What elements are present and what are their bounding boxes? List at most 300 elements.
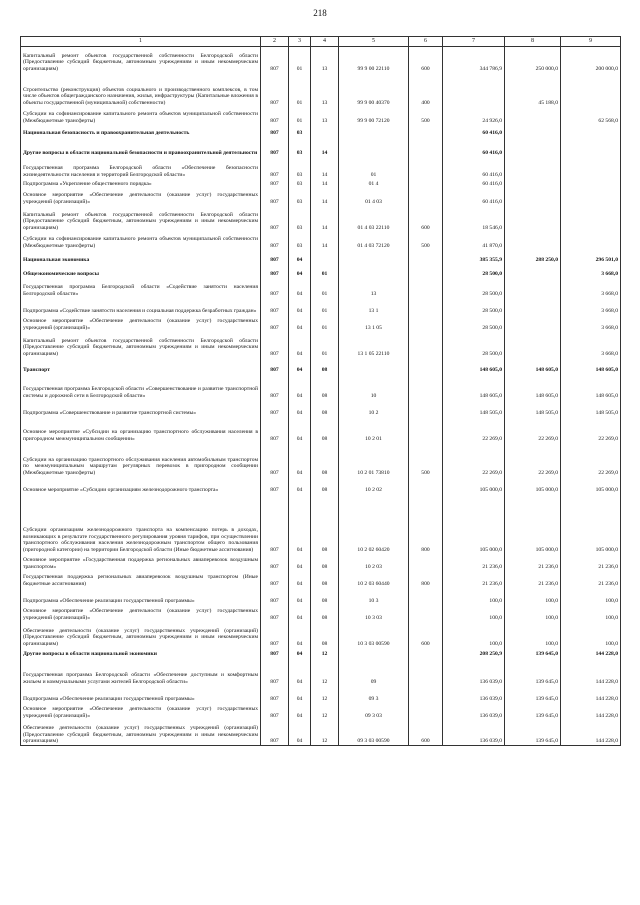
section-code: 01	[289, 73, 311, 107]
expense-type-code	[409, 179, 443, 188]
ved-code: 807	[261, 400, 289, 417]
header-cell: 1	[21, 37, 261, 47]
ved-code: 807	[261, 188, 289, 206]
amount-year-2: 139 645,0	[505, 686, 561, 703]
expense-type-code	[409, 264, 443, 278]
subsection-code: 01	[311, 298, 339, 315]
row-name: Строительство (реконструкция) объектов социального и производственного комплексов, в том числе объектов общегражданского назначения, жилья, инфраструктуры (Капитальные вложения в объекты государственной (муниципальной) собственности)	[21, 73, 261, 107]
amount-year-2: 139 645,0	[505, 658, 561, 686]
expense-type-code	[409, 278, 443, 298]
amount-year-1: 24 926,0	[443, 107, 505, 125]
table-row	[21, 588, 621, 605]
row-name: Транспорт	[21, 358, 261, 374]
subsection-code: 14	[311, 157, 339, 179]
row-name: Государственная поддержка региональных авиаперевозок воздушным транспортом (Иные бюджетные ассигнования)	[21, 571, 261, 588]
amount-year-1: 22 269,0	[443, 443, 505, 477]
table-row	[21, 648, 621, 658]
amount-year-3: 105 000,0	[561, 477, 621, 494]
amount-year-1: 28 500,0	[443, 315, 505, 332]
header-cell: 3	[289, 37, 311, 47]
amount-year-3: 148 505,0	[561, 400, 621, 417]
row-name: Подпрограмма «Обеспечение реализации государственной программы»	[21, 588, 261, 605]
amount-year-2: 139 645,0	[505, 720, 561, 746]
target-article-code: 99 9 00 22110	[339, 47, 409, 73]
table-row	[21, 47, 621, 73]
amount-year-1: 136 039,0	[443, 658, 505, 686]
table-row	[21, 358, 621, 374]
expense-type-code	[409, 648, 443, 658]
amount-year-3: 100,0	[561, 622, 621, 648]
expense-type-code	[409, 358, 443, 374]
amount-year-3: 22 269,0	[561, 443, 621, 477]
section-code: 04	[289, 648, 311, 658]
subsection-code: 08	[311, 358, 339, 374]
amount-year-2	[505, 188, 561, 206]
target-article-code: 10 3	[339, 588, 409, 605]
amount-year-2: 100,0	[505, 622, 561, 648]
target-article-code: 09 3 03 00590	[339, 720, 409, 746]
target-article-code: 10	[339, 374, 409, 400]
ved-code: 807	[261, 250, 289, 264]
section-code: 04	[289, 658, 311, 686]
page-number: 218	[313, 8, 327, 18]
subsection-code: 08	[311, 417, 339, 443]
target-article-code: 99 9 00 72120	[339, 107, 409, 125]
amount-year-2: 148 605,0	[505, 374, 561, 400]
section-code: 04	[289, 358, 311, 374]
amount-year-2	[505, 157, 561, 179]
amount-year-1: 28 500,0	[443, 264, 505, 278]
amount-year-3: 62 568,0	[561, 107, 621, 125]
amount-year-2: 139 645,0	[505, 648, 561, 658]
amount-year-1: 60 416,0	[443, 125, 505, 137]
row-name: Государственная программа Белгородской области «Обеспечение безопасности жизнедеятельности населения и территорий Белгородской области»	[21, 157, 261, 179]
table-row	[21, 188, 621, 206]
expense-type-code	[409, 658, 443, 686]
amount-year-3	[561, 137, 621, 157]
amount-year-1: 41 870,0	[443, 232, 505, 250]
amount-year-3	[561, 73, 621, 107]
amount-year-1	[443, 73, 505, 107]
table-row	[21, 477, 621, 494]
subsection-code: 14	[311, 179, 339, 188]
expense-type-code	[409, 477, 443, 494]
row-name: Основное мероприятие «Обеспечение деятельности (оказание услуг) государственных учреждений (организаций)»	[21, 315, 261, 332]
amount-year-3	[561, 232, 621, 250]
row-name: Субсидии на организацию транспортного обслуживания населения автомобильным транспортом по межмуниципальным маршрутам регулярных перевозок в пригородном сообщении (Межбюджетные трансферты)	[21, 443, 261, 477]
section-code: 03	[289, 125, 311, 137]
expense-type-code	[409, 298, 443, 315]
amount-year-1: 28 500,0	[443, 332, 505, 358]
subsection-code: 08	[311, 477, 339, 494]
table-row	[21, 332, 621, 358]
target-article-code: 10 3 03	[339, 605, 409, 622]
amount-year-2	[505, 332, 561, 358]
subsection-code: 14	[311, 137, 339, 157]
amount-year-1: 148 505,0	[443, 400, 505, 417]
subsection-code: 13	[311, 73, 339, 107]
row-name: Основное мероприятие «Субсидии организациям железнодорожного транспорта»	[21, 477, 261, 494]
subsection-code: 08	[311, 554, 339, 571]
subsection-code: 08	[311, 622, 339, 648]
expense-type-code	[409, 605, 443, 622]
budget-table	[20, 36, 621, 746]
target-article-code	[339, 358, 409, 374]
target-article-code: 10 3 03 00590	[339, 622, 409, 648]
target-article-code: 99 9 00 40370	[339, 73, 409, 107]
expense-type-code	[409, 588, 443, 605]
expense-type-code: 800	[409, 494, 443, 554]
subsection-code: 08	[311, 374, 339, 400]
subsection-code: 08	[311, 588, 339, 605]
table-row	[21, 315, 621, 332]
expense-type-code	[409, 417, 443, 443]
amount-year-1: 148 605,0	[443, 374, 505, 400]
row-name: Государственная программа Белгородской области «Совершенствование и развитие транспортной системы и дорожной сети в Белгородской области»	[21, 374, 261, 400]
row-name: Капитальный ремонт объектов государственной собственности Белгородской области (Предоставление субсидий бюджетным, автономным учреждениям и иным некоммерческим организациям)	[21, 332, 261, 358]
amount-year-3: 3 668,0	[561, 332, 621, 358]
header-cell: 2	[261, 37, 289, 47]
table-row	[21, 125, 621, 137]
subsection-code: 12	[311, 703, 339, 720]
subsection-code	[311, 250, 339, 264]
amount-year-1: 100,0	[443, 588, 505, 605]
target-article-code	[339, 264, 409, 278]
amount-year-1: 28 500,0	[443, 278, 505, 298]
amount-year-3: 296 501,0	[561, 250, 621, 264]
ved-code: 807	[261, 571, 289, 588]
expense-type-code: 500	[409, 232, 443, 250]
section-code: 04	[289, 554, 311, 571]
ved-code: 807	[261, 494, 289, 554]
amount-year-2: 105 000,0	[505, 494, 561, 554]
ved-code: 807	[261, 358, 289, 374]
amount-year-1: 344 786,9	[443, 47, 505, 73]
amount-year-3: 200 000,0	[561, 47, 621, 73]
row-name: Капитальный ремонт объектов государственной собственности Белгородской области (Предоставление субсидий бюджетным, автономным учреждениям и иным некоммерческим организациям)	[21, 206, 261, 232]
ved-code: 807	[261, 648, 289, 658]
section-code: 04	[289, 686, 311, 703]
amount-year-1: 22 269,0	[443, 417, 505, 443]
section-code: 03	[289, 188, 311, 206]
table-row	[21, 179, 621, 188]
ved-code: 807	[261, 315, 289, 332]
row-name: Подпрограмма «Укрепление общественного порядка»	[21, 179, 261, 188]
amount-year-2	[505, 107, 561, 125]
expense-type-code	[409, 374, 443, 400]
section-code: 04	[289, 703, 311, 720]
expense-type-code: 600	[409, 622, 443, 648]
subsection-code: 08	[311, 605, 339, 622]
table-row	[21, 703, 621, 720]
amount-year-1: 105 000,0	[443, 477, 505, 494]
target-article-code: 13 1 05 22110	[339, 332, 409, 358]
subsection-code: 13	[311, 47, 339, 73]
subsection-code: 01	[311, 315, 339, 332]
ved-code: 807	[261, 443, 289, 477]
ved-code: 807	[261, 264, 289, 278]
table-row	[21, 554, 621, 571]
amount-year-2	[505, 137, 561, 157]
amount-year-2: 100,0	[505, 588, 561, 605]
amount-year-2: 105 000,0	[505, 477, 561, 494]
amount-year-1: 60 416,0	[443, 188, 505, 206]
amount-year-3: 144 228,0	[561, 720, 621, 746]
section-code: 04	[289, 622, 311, 648]
ved-code: 807	[261, 658, 289, 686]
header-cell: 7	[443, 37, 505, 47]
row-name: Основное мероприятие «Государственная поддержка региональных авиаперевозок воздушным транспортом»	[21, 554, 261, 571]
target-article-code: 01 4 03 22110	[339, 206, 409, 232]
ved-code: 807	[261, 686, 289, 703]
target-article-code: 01 4	[339, 179, 409, 188]
amount-year-1: 148 605,0	[443, 358, 505, 374]
amount-year-1: 28 500,0	[443, 298, 505, 315]
section-code: 04	[289, 720, 311, 746]
row-name: Подпрограмма «Содействие занятости населения и социальная поддержка безработных граждан»	[21, 298, 261, 315]
subsection-code: 08	[311, 443, 339, 477]
table-row	[21, 400, 621, 417]
amount-year-3: 21 236,0	[561, 571, 621, 588]
amount-year-3: 3 668,0	[561, 315, 621, 332]
amount-year-2: 148 505,0	[505, 400, 561, 417]
target-article-code: 10 2 02	[339, 477, 409, 494]
expense-type-code: 500	[409, 107, 443, 125]
table-row	[21, 686, 621, 703]
header-cell: 9	[561, 37, 621, 47]
section-code: 04	[289, 374, 311, 400]
section-code: 04	[289, 264, 311, 278]
subsection-code: 01	[311, 278, 339, 298]
ved-code: 807	[261, 477, 289, 494]
section-code: 04	[289, 315, 311, 332]
row-name: Государственная программа Белгородской области «Содействие занятости населения Белгородской области»	[21, 278, 261, 298]
amount-year-3	[561, 188, 621, 206]
expense-type-code	[409, 686, 443, 703]
amount-year-2: 100,0	[505, 605, 561, 622]
amount-year-3: 3 668,0	[561, 264, 621, 278]
amount-year-3: 3 668,0	[561, 278, 621, 298]
ved-code: 807	[261, 332, 289, 358]
ved-code: 807	[261, 137, 289, 157]
table-row	[21, 605, 621, 622]
table-row	[21, 658, 621, 686]
amount-year-2: 21 236,0	[505, 571, 561, 588]
amount-year-3: 144 228,0	[561, 658, 621, 686]
target-article-code: 01 4 03	[339, 188, 409, 206]
ved-code: 807	[261, 374, 289, 400]
ved-code: 807	[261, 179, 289, 188]
target-article-code: 10 2 02 60420	[339, 494, 409, 554]
amount-year-1: 136 039,0	[443, 720, 505, 746]
target-article-code: 10 2 01 73810	[339, 443, 409, 477]
header-row	[21, 37, 621, 47]
table-row	[21, 250, 621, 264]
amount-year-2	[505, 264, 561, 278]
row-name: Основное мероприятие «Субсидии на организацию транспортного обслуживания населения в пригородном межмуниципальном сообщении»	[21, 417, 261, 443]
amount-year-1: 21 236,0	[443, 554, 505, 571]
table-row	[21, 264, 621, 278]
table-row	[21, 206, 621, 232]
subsection-code: 12	[311, 658, 339, 686]
table-row	[21, 137, 621, 157]
row-name: Капитальный ремонт объектов государственной собственности Белгородской области (Предоставление субсидий бюджетным, автономным учреждениям и иным некоммерческим организациям)	[21, 47, 261, 73]
section-code: 04	[289, 494, 311, 554]
amount-year-1: 385 355,9	[443, 250, 505, 264]
amount-year-3	[561, 206, 621, 232]
amount-year-3: 144 228,0	[561, 648, 621, 658]
amount-year-3: 148 605,0	[561, 374, 621, 400]
ved-code: 807	[261, 157, 289, 179]
ved-code: 807	[261, 605, 289, 622]
target-article-code	[339, 125, 409, 137]
table-row	[21, 107, 621, 125]
ved-code: 807	[261, 232, 289, 250]
subsection-code: 12	[311, 720, 339, 746]
ved-code: 807	[261, 47, 289, 73]
row-name: Основное мероприятие «Обеспечение деятельности (оказание услуг) государственных учреждений (организаций)»	[21, 703, 261, 720]
amount-year-1: 60 416,0	[443, 137, 505, 157]
amount-year-1: 18 546,0	[443, 206, 505, 232]
subsection-code: 14	[311, 232, 339, 250]
target-article-code: 13	[339, 278, 409, 298]
row-name: Субсидии на софинансирование капитального ремонта объектов муниципальной собственности (Межбюджетные трансферты)	[21, 107, 261, 125]
ved-code: 807	[261, 720, 289, 746]
ved-code: 807	[261, 622, 289, 648]
expense-type-code	[409, 554, 443, 571]
target-article-code: 01	[339, 157, 409, 179]
subsection-code	[311, 125, 339, 137]
amount-year-1: 21 236,0	[443, 571, 505, 588]
expense-type-code: 600	[409, 47, 443, 73]
subsection-code: 01	[311, 264, 339, 278]
amount-year-3	[561, 179, 621, 188]
row-name: Государственная программа Белгородской области «Обеспечение доступным и комфортным жильем и коммунальными услугами жителей Белгородской области»	[21, 658, 261, 686]
section-code: 04	[289, 443, 311, 477]
amount-year-3: 148 605,0	[561, 358, 621, 374]
expense-type-code	[409, 188, 443, 206]
amount-year-2: 22 269,0	[505, 443, 561, 477]
expense-type-code: 800	[409, 571, 443, 588]
table-row	[21, 417, 621, 443]
row-name: Подпрограмма «Совершенствование и развитие транспортной системы»	[21, 400, 261, 417]
amount-year-1: 100,0	[443, 605, 505, 622]
amount-year-3: 3 668,0	[561, 298, 621, 315]
amount-year-2	[505, 315, 561, 332]
expense-type-code	[409, 332, 443, 358]
section-code: 04	[289, 605, 311, 622]
expense-type-code: 600	[409, 720, 443, 746]
row-name: Другие вопросы в области национальной экономики	[21, 648, 261, 658]
amount-year-2	[505, 206, 561, 232]
table-row	[21, 494, 621, 554]
ved-code: 807	[261, 278, 289, 298]
row-name: Национальная безопасность и правоохранительная деятельность	[21, 125, 261, 137]
amount-year-1: 208 250,9	[443, 648, 505, 658]
subsection-code: 12	[311, 648, 339, 658]
target-article-code: 09	[339, 658, 409, 686]
expense-type-code	[409, 703, 443, 720]
amount-year-2	[505, 179, 561, 188]
amount-year-1: 136 039,0	[443, 703, 505, 720]
table-row	[21, 278, 621, 298]
ved-code: 807	[261, 73, 289, 107]
header-cell: 4	[311, 37, 339, 47]
section-code: 03	[289, 157, 311, 179]
row-name: Основное мероприятие «Обеспечение деятельности (оказание услуг) государственных учреждений (организаций)»	[21, 605, 261, 622]
expense-type-code	[409, 125, 443, 137]
table-row	[21, 157, 621, 179]
amount-year-2	[505, 125, 561, 137]
target-article-code: 09 3	[339, 686, 409, 703]
target-article-code	[339, 250, 409, 264]
amount-year-2: 22 269,0	[505, 417, 561, 443]
amount-year-2: 148 605,0	[505, 358, 561, 374]
amount-year-2: 21 236,0	[505, 554, 561, 571]
amount-year-3	[561, 125, 621, 137]
table-row	[21, 73, 621, 107]
expense-type-code	[409, 250, 443, 264]
amount-year-3: 144 228,0	[561, 686, 621, 703]
table-row	[21, 622, 621, 648]
expense-type-code	[409, 400, 443, 417]
target-article-code: 09 3 03	[339, 703, 409, 720]
target-article-code: 13 1 05	[339, 315, 409, 332]
amount-year-2	[505, 232, 561, 250]
subsection-code: 14	[311, 188, 339, 206]
expense-type-code	[409, 157, 443, 179]
header-cell: 5	[339, 37, 409, 47]
amount-year-3: 21 236,0	[561, 554, 621, 571]
amount-year-2	[505, 298, 561, 315]
section-code: 04	[289, 250, 311, 264]
section-code: 03	[289, 232, 311, 250]
expense-type-code: 400	[409, 73, 443, 107]
row-name: Другие вопросы в области национальной безопасности и правоохранительной деятельности	[21, 137, 261, 157]
ved-code: 807	[261, 554, 289, 571]
subsection-code: 01	[311, 332, 339, 358]
amount-year-2: 45 188,0	[505, 73, 561, 107]
row-name: Обеспечение деятельности (оказание услуг) государственных учреждений (организаций) (Предоставление субсидий бюджетным, автономным учреждениям и иным некоммерческим организациям)	[21, 720, 261, 746]
amount-year-3: 100,0	[561, 605, 621, 622]
subsection-code: 08	[311, 400, 339, 417]
target-article-code: 01 4 03 72120	[339, 232, 409, 250]
expense-type-code	[409, 137, 443, 157]
section-code: 04	[289, 298, 311, 315]
target-article-code: 10 2 03	[339, 554, 409, 571]
row-name: Подпрограмма «Обеспечение реализации государственной программы»	[21, 686, 261, 703]
amount-year-2: 139 645,0	[505, 703, 561, 720]
section-code: 03	[289, 206, 311, 232]
row-name: Основное мероприятие «Обеспечение деятельности (оказание услуг) государственных учреждений (организаций)»	[21, 188, 261, 206]
ved-code: 807	[261, 703, 289, 720]
section-code: 04	[289, 400, 311, 417]
target-article-code: 10 2 03 60440	[339, 571, 409, 588]
subsection-code: 08	[311, 571, 339, 588]
section-code: 04	[289, 477, 311, 494]
subsection-code: 08	[311, 494, 339, 554]
table-row	[21, 298, 621, 315]
expense-type-code: 600	[409, 206, 443, 232]
section-code: 04	[289, 417, 311, 443]
amount-year-3: 144 228,0	[561, 703, 621, 720]
row-name: Обеспечение деятельности (оказание услуг) государственных учреждений (организаций) (Предоставление субсидий бюджетным, автономным учреждениям и иным некоммерческим организациям)	[21, 622, 261, 648]
subsection-code: 13	[311, 107, 339, 125]
section-code: 01	[289, 47, 311, 73]
target-article-code: 10 2	[339, 400, 409, 417]
row-name: Субсидии на софинансирование капитального ремонта объектов муниципальной собственности (Межбюджетные трансферты)	[21, 232, 261, 250]
section-code: 04	[289, 588, 311, 605]
